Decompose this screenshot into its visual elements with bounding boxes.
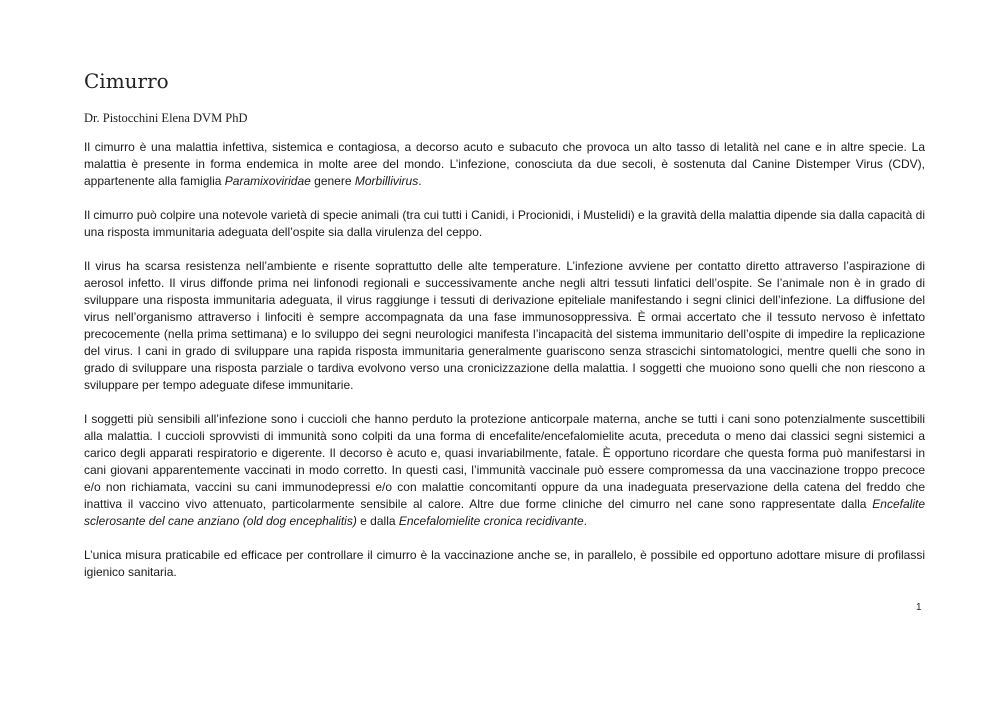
document-author: Dr. Pistocchini Elena DVM PhD xyxy=(84,111,248,125)
paragraph-1-text-b: genere xyxy=(310,174,355,188)
paragraph-4 xyxy=(84,411,925,530)
paragraph-4-encephalomyelitis-term: Encefalomielite cronica recidivante xyxy=(398,514,584,528)
document-body xyxy=(84,139,925,598)
paragraph-1 xyxy=(84,139,925,190)
paragraph-1-text-a: Il cimurro è una malattia infettiva, sistemica e contagiosa, a decorso acuto e subacuto che provoca un alto tasso di letalità nel cane e in altre specie. La malattia è presente in forma endemica in molte aree del mondo. L’infezione, conosciuta da due secoli, è sostenuta dal Canine Distemper Virus (CDV), appartenente alla famiglia xyxy=(84,140,925,188)
paragraph-2: Il cimurro può colpire una notevole varietà di specie animali (tra cui tutti i Canidi, i Procionidi, i Mustelidi) e la gravità della malattia dipende sia dalla capacità di una risposta immunitaria adeguata dell’ospite sia dalla virulenza del ceppo. xyxy=(84,208,925,239)
page-number: 1 xyxy=(916,602,922,613)
paragraph-4-text-c: . xyxy=(583,514,587,528)
paragraph-3: Il virus ha scarsa resistenza nell’ambiente e risente soprattutto delle alte temperature. L’infezione avviene per contatto diretto attraverso l’aspirazione di aerosol infetto. Il virus diffonde prima nei linfonodi regionali e successivamente anche negli altri tessuti linfatici dell’ospite. Se l’animale non è in grado di sviluppare una risposta immunitaria adeguata, il virus raggiunge i tessuti di derivazione epiteliale manifestando i segni clinici dell’infezione. La diffusione del virus nell’organismo attraverso i linfociti è sempre accompagnata da una fase immunosoppressiva. È ormai accertato che il tessuto nervoso è infettato precocemente (nella prima settimana) e lo sviluppo dei segni neurologici manifesta l’incapacità del sistema immunitario dell’ospite di impedire la replicazione del virus. I cani in grado di sviluppare una rapida risposta immunitaria generalmente guariscono senza strascichi sintomatologici, mentre quelli che sono in grado di sviluppare una risposta parziale o tardiva evolvono verso una cronicizzazione della malattia. I soggetti che muoiono sono quelli che non riescono a sviluppare per tempo adeguate difese immunitarie. xyxy=(84,259,925,392)
paragraph-4-text-a: I soggetti più sensibili all’infezione sono i cuccioli che hanno perduto la protezione anticorpale materna, anche se tutti i cani sono potenzialmente suscettibili alla malattia. I cuccioli sprovvisti di immunità sono colpiti da una forma di encefalite/encefalomielite acuta, preceduta o meno dai classici segni sistemici a carico degli apparati respiratorio e digerente. Il decorso è acuto e, quasi invariabilmente, fatale. È opportuno ricordare che questa forma può manifestarsi in cani giovani apparentemente vaccinati in modo corretto. In questi casi, l’immunità vaccinale può essere compromessa da una vaccinazione troppo precoce e/o non richiamata, vaccini su cani immunodepressi e/o con malattie concomitanti oppure da una inadeguata preservazione della catena del freddo che inattiva il vaccino vivo attenuato, particolarmente sensibile al calore. Altre due forme cliniche del cimurro nel cane sono rappresentate dalla xyxy=(84,412,925,511)
paragraph-4-text-b: e dalla xyxy=(356,514,399,528)
paragraph-1-genus: Morbillivirus xyxy=(354,174,419,188)
paragraph-1-family: Paramixoviridae xyxy=(224,174,311,188)
paragraph-4-encephalitis-term: Encefalite sclerosante del cane anziano (old dog encephalitis) xyxy=(84,497,925,528)
paragraph-5: L’unica misura praticabile ed efficace per controllare il cimurro è la vaccinazione anche se, in parallelo, è possibile ed opportuno adottare misure di profilassi igienico sanitaria. xyxy=(84,548,925,579)
paragraph-1-text-c: . xyxy=(418,174,422,188)
document-title: Cimurro xyxy=(84,69,169,93)
